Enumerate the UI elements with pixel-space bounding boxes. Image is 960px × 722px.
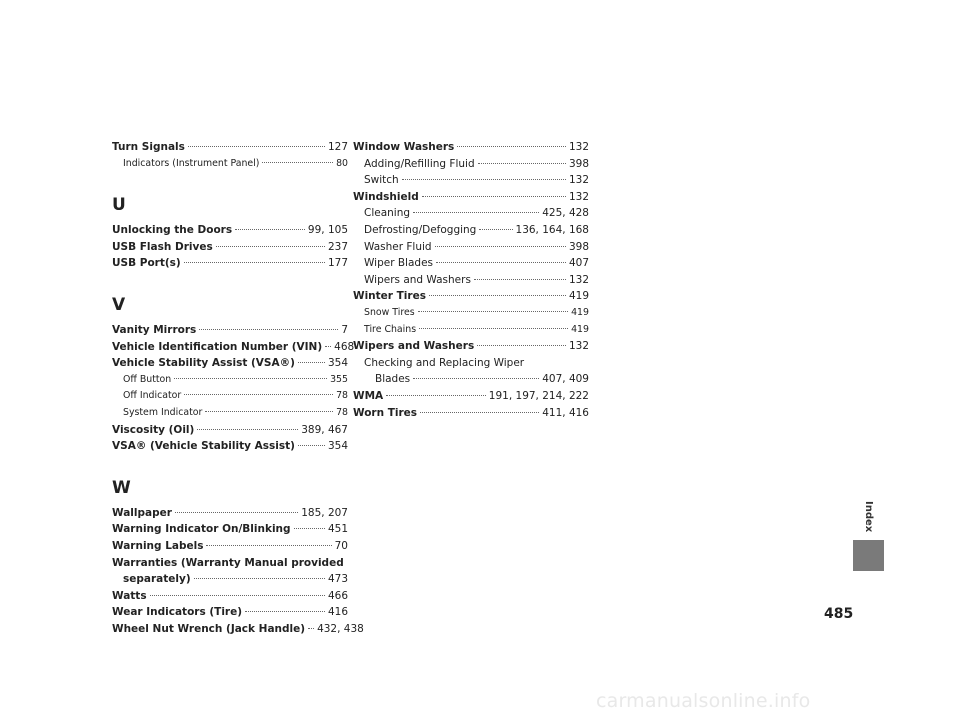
index-entry-label: Windshield <box>353 190 419 203</box>
dot-leader <box>477 345 566 346</box>
dot-leader <box>206 545 331 546</box>
index-entry-pages[interactable]: 354 <box>327 440 348 453</box>
index-entry[interactable] <box>112 372 348 389</box>
index-entry-label: Off Button <box>123 373 172 385</box>
index-entry-pages[interactable]: 354 <box>327 357 348 370</box>
index-entry[interactable] <box>112 438 348 455</box>
index-entry[interactable] <box>353 272 589 289</box>
dot-leader <box>235 229 305 230</box>
index-entry-label: Watts <box>112 589 147 602</box>
dot-leader <box>422 196 566 197</box>
dot-leader <box>184 394 333 395</box>
index-entry-label: Wipers and Washers <box>353 340 475 353</box>
index-entry-label[interactable]: Checking and Replacing Wiper <box>364 356 525 369</box>
index-entry-label: Vehicle Identification Number (VIN) <box>112 340 323 353</box>
index-entry-label: Turn Signals <box>112 141 185 153</box>
index-entry-label: Wear Indicators (Tire) <box>112 606 243 619</box>
index-entry-pages[interactable]: 237 <box>327 240 348 253</box>
index-entry[interactable] <box>353 156 589 173</box>
dot-leader <box>386 395 486 396</box>
dot-leader <box>188 146 325 147</box>
index-entry[interactable] <box>353 405 589 422</box>
index-entry-label: System Indicator <box>123 406 203 418</box>
index-entry[interactable] <box>112 239 348 256</box>
section-letter: V <box>112 294 126 315</box>
section-letter: U <box>112 195 126 216</box>
index-entry-pages[interactable]: 99, 105 <box>307 224 348 237</box>
index-entry-label[interactable]: Warranties (Warranty Manual provided <box>112 556 344 569</box>
index-entry-label: WMA <box>353 389 384 402</box>
dot-leader <box>294 528 325 529</box>
index-entry[interactable] <box>112 255 348 272</box>
index-entry[interactable] <box>112 521 348 538</box>
index-entry-pages[interactable]: 432, 438 <box>317 622 364 635</box>
index-entry[interactable] <box>112 322 348 339</box>
sidebar-index-tab[interactable]: Index <box>863 501 874 533</box>
dot-leader <box>174 378 327 379</box>
watermark-text: carmanualsonline.info <box>596 690 811 712</box>
dot-leader <box>413 212 539 213</box>
dot-leader <box>298 445 325 446</box>
index-entry[interactable] <box>353 239 589 256</box>
index-entry[interactable] <box>353 371 589 388</box>
index-entry-pages[interactable]: 419 <box>571 306 589 318</box>
index-entry[interactable] <box>112 388 348 405</box>
index-entry-label: Unlocking the Doors <box>112 224 233 237</box>
dot-leader <box>457 146 566 147</box>
dot-leader <box>262 162 333 163</box>
index-entry-pages[interactable]: 136, 164, 168 <box>515 223 589 236</box>
dot-leader <box>478 163 566 164</box>
dot-leader <box>308 628 314 629</box>
index-entry-label: Viscosity (Oil) <box>112 423 195 436</box>
index-entry-pages[interactable]: 419 <box>571 323 589 335</box>
index-entry-pages[interactable]: 407, 409 <box>542 373 589 386</box>
dot-leader <box>205 411 333 412</box>
index-entry-pages[interactable]: 451 <box>327 523 348 536</box>
index-entry-label: USB Port(s) <box>112 257 181 270</box>
dot-leader <box>197 429 298 430</box>
dot-leader <box>474 279 566 280</box>
index-entry[interactable] <box>353 255 589 272</box>
dot-leader <box>194 578 325 579</box>
index-entry[interactable] <box>353 189 589 206</box>
index-entry[interactable] <box>353 388 589 405</box>
index-entry-pages[interactable]: 466 <box>327 589 348 602</box>
index-entry-label: Warning Indicator On/Blinking <box>112 523 291 536</box>
index-entry-label: Defrosting/Defogging <box>364 223 477 236</box>
index-entry-label: separately) <box>123 573 191 586</box>
index-entry-pages[interactable]: 70 <box>334 539 348 552</box>
index-entry-pages[interactable]: 416 <box>327 606 348 619</box>
index-entry[interactable] <box>112 222 348 239</box>
index-entry-pages[interactable]: 389, 467 <box>301 423 348 436</box>
dot-leader <box>199 329 338 330</box>
index-entry-label: Wheel Nut Wrench (Jack Handle) <box>112 622 306 635</box>
index-entry[interactable] <box>112 339 355 356</box>
dot-leader <box>429 295 566 296</box>
index-entry-pages[interactable]: 132 <box>568 190 589 203</box>
index-entry-pages[interactable]: 127 <box>327 141 348 153</box>
index-entry[interactable] <box>112 604 348 621</box>
index-entry[interactable] <box>112 505 348 522</box>
index-entry-pages[interactable]: 425, 428 <box>542 207 589 220</box>
index-entry[interactable] <box>112 538 348 555</box>
index-entry[interactable] <box>353 205 589 222</box>
index-entry-pages[interactable]: 78 <box>336 406 348 418</box>
index-entry-pages[interactable]: 7 <box>341 323 348 336</box>
dot-leader <box>245 611 325 612</box>
sidebar-tab-marker <box>853 540 884 571</box>
index-entry-pages[interactable]: 80 <box>336 157 348 169</box>
index-entry-label: Snow Tires <box>364 306 415 318</box>
dot-leader <box>216 246 325 247</box>
index-entry[interactable] <box>112 422 348 439</box>
index-entry-label: Worn Tires <box>353 406 418 419</box>
index-entry[interactable] <box>353 288 589 305</box>
index-entry-pages[interactable]: 355 <box>330 373 348 385</box>
dot-leader <box>175 512 298 513</box>
index-entry-pages[interactable]: 78 <box>336 390 348 402</box>
index-entry[interactable] <box>353 305 589 322</box>
index-entry-label: Switch <box>364 174 399 187</box>
index-entry-label: Window Washers <box>353 141 455 153</box>
index-entry-label: Tire Chains <box>364 323 417 335</box>
dot-leader <box>150 595 325 596</box>
index-entry-label: Vehicle Stability Assist (VSA®) <box>112 357 295 370</box>
dot-leader <box>435 246 566 247</box>
index-entry-pages[interactable]: 185, 207 <box>301 506 348 519</box>
index-entry[interactable] <box>353 222 589 239</box>
index-entry-pages[interactable]: 191, 197, 214, 222 <box>488 389 589 402</box>
dot-leader <box>436 262 566 263</box>
dot-leader <box>184 262 325 263</box>
index-entry[interactable] <box>353 172 589 189</box>
index-entry-pages[interactable]: 419 <box>568 290 589 303</box>
index-entry[interactable] <box>112 355 348 372</box>
index-column-right <box>353 139 589 421</box>
index-entry[interactable] <box>112 156 348 173</box>
index-entry-pages[interactable]: 398 <box>568 157 589 170</box>
dot-leader <box>420 412 539 413</box>
index-entry[interactable] <box>112 139 348 156</box>
dot-leader <box>479 229 512 230</box>
index-entry-pages[interactable]: 398 <box>568 240 589 253</box>
index-entry-pages[interactable]: 132 <box>568 273 589 286</box>
dot-leader <box>298 362 325 363</box>
index-entry-label: Wallpaper <box>112 506 172 519</box>
index-entry-label: Washer Fluid <box>364 240 432 253</box>
dot-leader <box>325 346 331 347</box>
index-entry-label: Vanity Mirrors <box>112 323 197 336</box>
dot-leader <box>419 328 568 329</box>
index-entry-label: Wipers and Washers <box>364 273 471 286</box>
index-entry-pages[interactable]: 411, 416 <box>542 406 589 419</box>
index-entry-label: USB Flash Drives <box>112 240 213 253</box>
index-entry-label: Blades <box>375 373 411 386</box>
index-entry-label: Wiper Blades <box>364 257 433 270</box>
index-entry[interactable] <box>353 322 589 339</box>
dot-leader <box>402 179 566 180</box>
section-letter: W <box>112 477 131 498</box>
index-entry-label: Off Indicator <box>123 390 182 402</box>
index-entry[interactable] <box>112 571 348 588</box>
index-entry-label: Warning Labels <box>112 539 204 552</box>
index-entry[interactable] <box>353 139 589 156</box>
index-entry-label: Indicators (Instrument Panel) <box>123 157 260 169</box>
index-entry-label: VSA® (Vehicle Stability Assist) <box>112 440 295 453</box>
index-entry-pages[interactable]: 407 <box>568 257 589 270</box>
index-entry[interactable] <box>112 588 348 605</box>
dot-leader <box>413 378 539 379</box>
index-column-left <box>112 139 364 637</box>
index-entry-pages[interactable]: 132 <box>568 340 589 353</box>
page-number: 485 <box>824 606 854 622</box>
index-entry-pages[interactable]: 468 <box>334 340 355 353</box>
dot-leader <box>418 311 568 312</box>
index-entry-label: Cleaning <box>364 207 411 220</box>
index-entry-pages[interactable]: 132 <box>568 141 589 153</box>
index-entry-pages[interactable]: 132 <box>568 174 589 187</box>
index-entry-pages[interactable]: 177 <box>327 257 348 270</box>
index-entry[interactable] <box>112 405 348 422</box>
index-entry-pages[interactable]: 473 <box>327 573 348 586</box>
index-entry[interactable] <box>112 621 364 638</box>
index-entry-label: Adding/Refilling Fluid <box>364 157 475 170</box>
index-entry-label: Winter Tires <box>353 290 426 303</box>
index-entry[interactable] <box>353 338 589 355</box>
